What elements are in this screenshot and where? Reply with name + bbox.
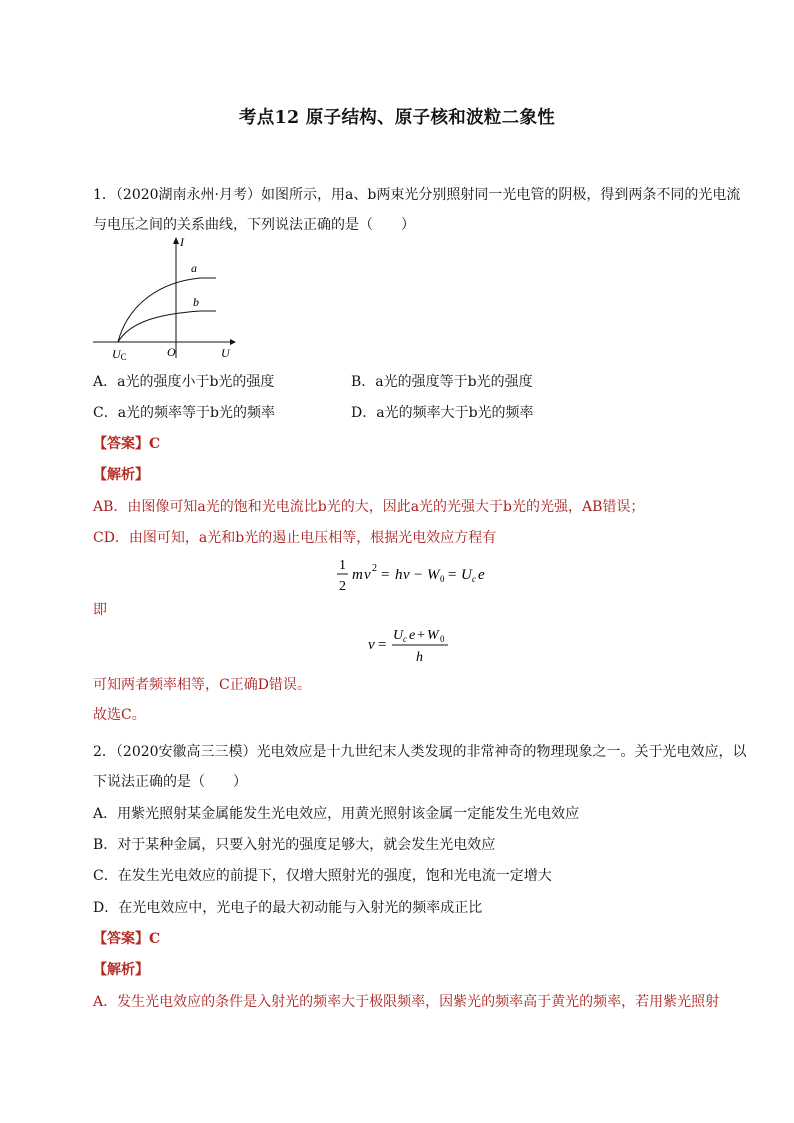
formula1-nu: ν: [403, 567, 410, 583]
graph-y-arrow: [173, 237, 179, 244]
formula1-minus: −: [414, 567, 423, 583]
formula1-W: W: [427, 567, 440, 583]
graph-x-arrow: [230, 339, 236, 345]
q1-analysis-cd: CD．由图可知，a光和b光的遏止电压相等，根据光电效应方程有: [93, 530, 497, 546]
q1-number: 1．: [93, 187, 116, 203]
q2-analysis-a: A．发生光电效应的条件是入射光的频率大于极限频率，因紫光的频率高于黄光的频率，若用紫光照射: [93, 994, 720, 1010]
formula2-num-U: U: [393, 628, 404, 643]
q2-option-a: A．用紫光照射某金属能发生光电效应，用黄光照射该金属一定能发生光电效应: [93, 806, 580, 822]
graph-label-I: I: [180, 235, 184, 249]
q2-stem-line2: 下说法正确的是（ ）: [93, 774, 247, 790]
q1-conclusion: 可知两者频率相等，C正确D错误。: [93, 677, 311, 693]
formula1-frac-num: 1: [339, 558, 346, 573]
graph-curve-a: [118, 278, 216, 342]
page-title: 考点12 原子结构、原子核和波粒二象性: [238, 108, 556, 128]
formula1-m: m: [352, 567, 363, 583]
formula1-eq2: =: [448, 567, 457, 583]
formula2-eq: =: [378, 637, 387, 653]
q1-formula-photoelectric: [336, 554, 496, 598]
formula2-den: h: [416, 650, 423, 665]
q2-option-d: D．在光电效应中，光电子的最大初动能与入射光的频率成正比: [93, 900, 483, 916]
formula1-U-sub: c: [472, 574, 476, 584]
q1-formula-frequency: [368, 624, 458, 668]
q1-option-d: D．a光的频率大于b光的频率: [351, 405, 534, 421]
formula2-num-U-sub: c: [403, 634, 407, 644]
graph-label-O: O: [167, 345, 176, 359]
q2-analysis-label: 【解析】: [93, 962, 149, 978]
q2-source: （2020安徽高三三模）: [115, 744, 257, 760]
formula1-v: v: [364, 567, 371, 583]
q2-option-c: C．在发生光电效应的前提下，仅增大照射光的强度，饱和光电流一定增大: [93, 868, 552, 884]
graph-curve-b: [118, 311, 216, 342]
q1-analysis-label: 【解析】: [93, 467, 149, 483]
graph-label-b: b: [193, 295, 199, 309]
q1-analysis-ab: AB．由图像可知a光的饱和光电流比b光的大，因此a光的光强大于b光的光强，AB错误；: [93, 499, 645, 515]
q1-option-b: B．a光的强度等于b光的强度: [351, 374, 533, 390]
graph-label-uc: UC: [112, 347, 127, 362]
q1-ji: 即: [93, 602, 107, 618]
q2-option-b: B．对于某种金属，只要入射光的强度足够大，就会发生光电效应: [93, 837, 496, 853]
formula1-U: U: [461, 567, 472, 583]
q2-stem-line1: [93, 743, 747, 761]
q2-number: 2．: [93, 744, 116, 760]
graph-label-U: U: [221, 346, 230, 360]
formula2-num-W: W: [427, 628, 439, 643]
formula2-num-e: e: [409, 628, 416, 643]
q1-iu-graph: [90, 232, 240, 362]
q1-choice: 故选C。: [93, 707, 146, 723]
formula1-W-sub: 0: [440, 574, 445, 584]
q1-source: （2020湖南永州·月考）: [115, 187, 262, 203]
q1-answer: 【答案】C: [93, 436, 161, 452]
formula2-nu: ν: [368, 637, 375, 653]
formula1-sq: 2: [372, 563, 377, 574]
formula2-num-plus: +: [417, 628, 425, 643]
q1-stem-line1: [93, 186, 740, 204]
q1-option-c: C．a光的频率等于b光的频率: [93, 405, 276, 421]
q1-stem-line2: 与电压之间的关系曲线，下列说法正确的是（ ）: [93, 217, 415, 233]
q1-option-a: A．a光的强度小于b光的强度: [93, 374, 275, 390]
formula1-eq1: =: [381, 567, 390, 583]
formula1-h: h: [395, 567, 403, 583]
q2-stem-text: 光电效应是十九世纪末人类发现的非常神奇的物理现象之一。关于光电效应，以: [256, 744, 747, 760]
q1-stem-text: 如图所示，用a、b两束光分别照射同一光电管的阴极，得到两条不同的光电流: [261, 187, 741, 203]
formula1-e: e: [478, 567, 485, 583]
formula1-frac-den: 2: [339, 579, 346, 594]
formula2-num-W-sub: 0: [440, 634, 445, 644]
graph-label-a: a: [191, 261, 197, 275]
q2-answer: 【答案】C: [93, 931, 161, 947]
